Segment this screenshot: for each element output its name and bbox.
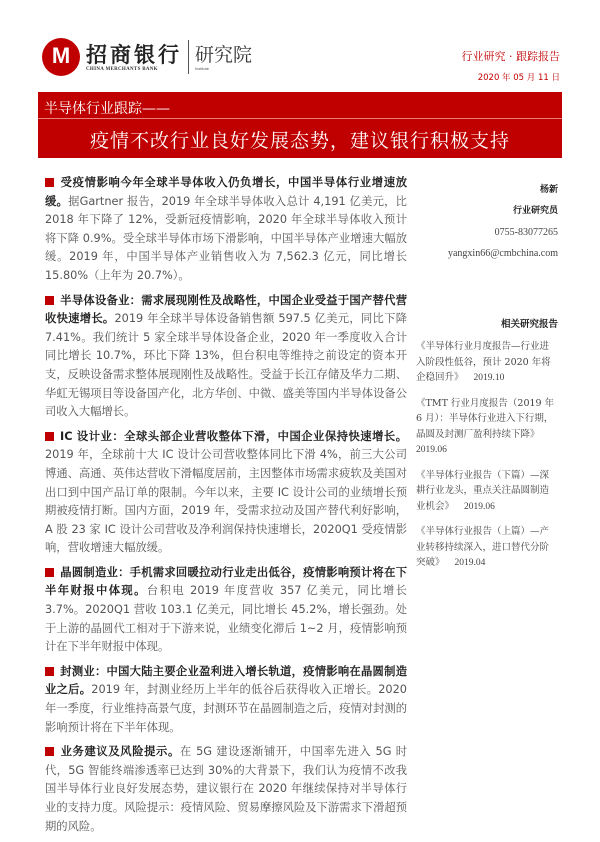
summary-paragraph <box>45 174 407 286</box>
bullet-square-icon <box>45 568 54 577</box>
related-report-title: 《TMT 行业月度报告（2019 年 6 月）：半导体行业进入下行期，晶圆及封测厂盈利持续下降》 <box>416 397 555 440</box>
logo-name: 招商银行 <box>86 41 182 67</box>
author-name: 杨新 <box>539 185 558 195</box>
bullet-square-icon <box>45 747 54 756</box>
bullet-square-icon <box>45 178 54 187</box>
report-subtitle: 半导体行业跟踪—— <box>38 92 562 119</box>
paragraph-lead: 封测业：中国大陆主要企业盈利进入增长轨道，疫情影响在晶圆制造业之后。 <box>45 664 407 697</box>
paragraph-lead: 半导体设备业：需求展现刚性及战略性，中国企业受益于国产替代营收快速增长。 <box>45 293 407 326</box>
summary-body <box>45 174 407 842</box>
report-date: 2020 年 05 月 11 日 <box>477 73 560 83</box>
report-title: 疫情不改行业良好发展态势，建议银行积极支持 <box>89 130 510 152</box>
paragraph-body: 在 5G 建设逐渐铺开，中国率先进入 5G 时代，5G 智能终端渗透率已达到 30%的大背景下，我们认为疫情不改我国半导体行业良好发展态势，建议银行在 2020 年继续保持对半导体行业的支持力度。风险提示：疫情风险、贸易摩擦风险及下游需求下滑超预期的风险。 <box>45 745 407 833</box>
summary-paragraph <box>45 743 407 836</box>
related-report <box>416 396 558 459</box>
paragraph-body: 2019 年全球半导体设备销售额 597.5 亿美元，同比下降 7.41%。我们统计 5 家全球半导体设备企业，2020 年一季度收入合计同比增长 10.7%，环比下降 13%，但台积电等维持之前设定的资本开支，反映设备需求整体展现刚性及战略性。受益于长江存储及华力二期、华虹无锡项目等设备国产化，北方华创、中微、盛美等国内半导体设备公司收入大幅增长。 <box>45 312 407 419</box>
related-report-date: 2019.04 <box>454 558 486 568</box>
author-phone: 0755-83077265 <box>494 227 558 238</box>
related-report-title: 《半导体行业月度报告—行业进入阶段性低谷，预计 2020 年将企稳回升》 <box>416 341 551 383</box>
institute-name-en: Institute <box>195 65 210 71</box>
report-meta <box>462 48 561 83</box>
related-report-title: 《半导体行业报告（下篇）—深耕行业龙头，重点关注晶圆制造业机会》 <box>416 469 550 512</box>
related-report-date: 2019.06 <box>464 501 495 512</box>
institute-name: 研究院 <box>195 43 253 66</box>
author-email[interactable]: yangxin66@cmbchina.com <box>447 248 558 259</box>
summary-paragraph <box>45 663 407 737</box>
logo-name-en: CHINA MERCHANTS BANK <box>86 66 158 72</box>
paragraph-lead: 受疫情影响今年全球半导体收入仍负增长，中国半导体行业增速放缓。 <box>45 176 407 208</box>
paragraph-body: 2019 年，封测业经历上半年的低谷后获得收入正增长。2020 年一季度，行业维持高景气度，封测环节在晶圆制造之后，疫情对封测的影响预计将在下半年体现。 <box>45 683 407 734</box>
report-type: 行业研究 · 跟踪报告 <box>461 50 560 63</box>
summary-paragraph <box>45 564 407 657</box>
cmb-logo-icon <box>42 38 80 76</box>
related-reports-title: 相关研究报告 <box>500 319 558 330</box>
summary-paragraph <box>45 292 407 422</box>
author-info <box>416 180 558 264</box>
related-report-date: 2019.06 <box>416 445 447 455</box>
logo-divider <box>188 40 189 74</box>
paragraph-lead: 业务建议及风险提示。 <box>60 745 180 759</box>
related-report <box>416 468 558 516</box>
related-report-title: 《半导体行业报告（上篇）—产业转移持续深入，进口替代分阶突破》 <box>416 526 550 568</box>
paragraph-lead: IC 设计业：全球头部企业营收整体下滑，中国企业保持快速增长。 <box>60 429 407 443</box>
related-report-date: 2019.10 <box>473 373 505 383</box>
title-banner <box>38 92 562 158</box>
paragraph-body: 2019 年，全球前十大 IC 设计公司营收整体同比下滑 4%，前三大公司博通、高通、英伟达营收下滑幅度居前，主因整体市场需求疲软及美国对出口到中国产品订单的限制。今年以来，主要 IC 设计公司的业绩增长预期被疫情打断。国内方面，2019 年，受需求拉动及国产替代利好影响，A 股 23 家 IC 设计公司营收及净利润保持快速增长，2020Q1 受疫情影响，营收增速大幅放缓。 <box>45 448 407 555</box>
related-report <box>416 339 558 387</box>
cmb-logo <box>42 38 252 76</box>
bullet-square-icon <box>45 296 54 305</box>
author-role: 行业研究员 <box>512 206 558 216</box>
sidebar <box>416 180 558 572</box>
bullet-square-icon <box>45 432 54 441</box>
related-report <box>416 524 558 572</box>
bullet-square-icon <box>45 667 54 676</box>
paragraph-body: 据Gartner 报告，2019 年全球半导体收入总计 4,191 亿美元，比 2018 年下降了 12%，受新冠疫情影响，2020 年全球半导体收入预计将下降 0.9%。受全球半导体市场下滑影响，中国半导体产业增速大幅放缓。2019 年，中国半导体产业销售收入为 7,562.3 亿元，同比增长 15.80%（上年为 20.7%）。 <box>45 194 407 282</box>
paragraph-body: 台积电 2019 年度营收 357 亿美元，同比增长 3.7%。2020Q1 营收 103.1 亿美元，同比增长 45.2%，增长强劲。处于上游的晶圆代工相对于下游来说，业绩变化滞后 1~2 月，疫情影响预计在下半年财报中体现。 <box>45 584 407 654</box>
summary-paragraph <box>45 428 407 558</box>
paragraph-lead: 晶圆制造业：手机需求回暖拉动行业走出低谷，疫情影响预计将在下半年财报中体现。 <box>45 565 407 598</box>
